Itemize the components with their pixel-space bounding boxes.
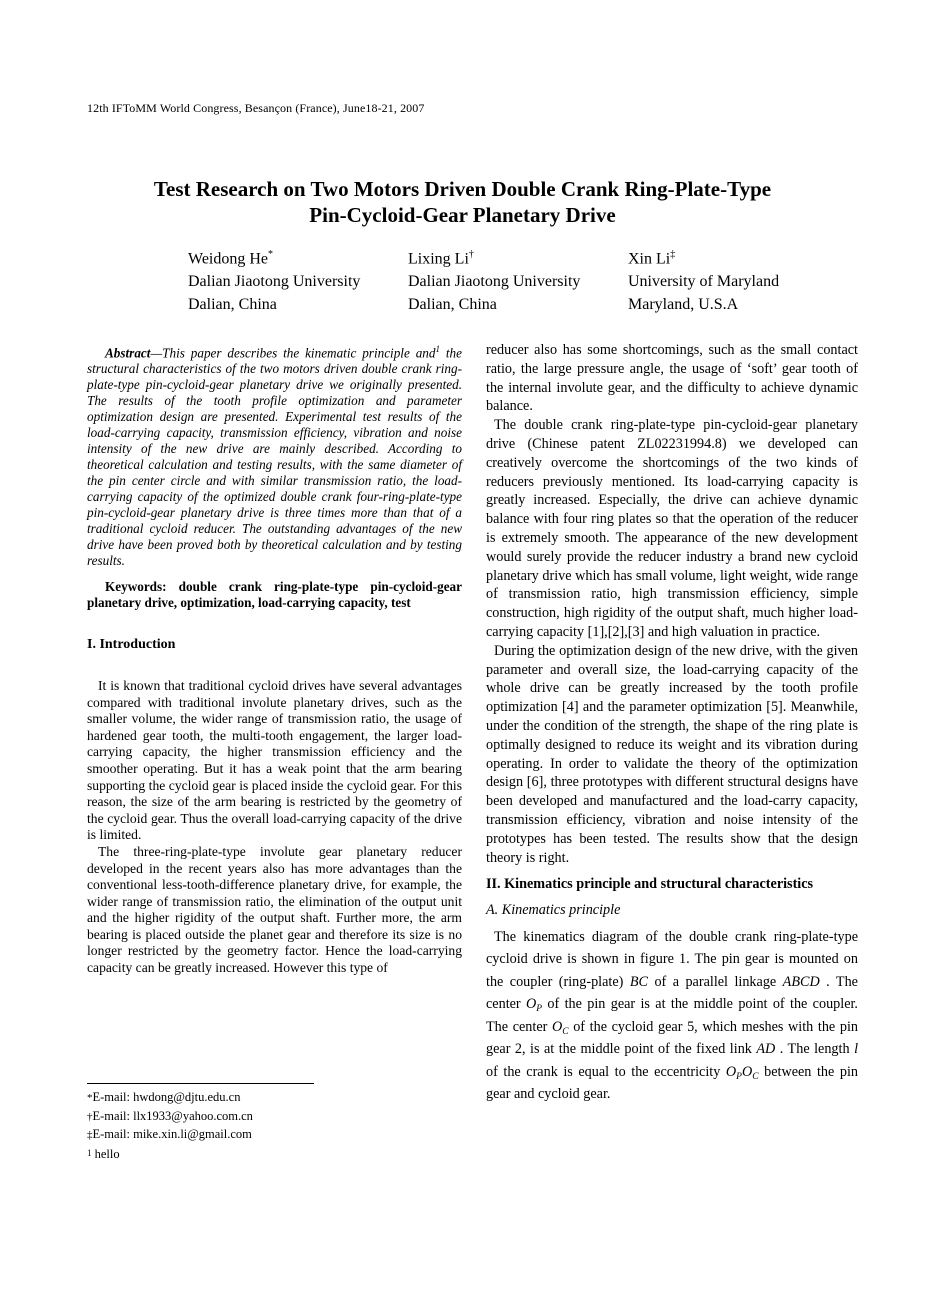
kinematics-text-1: The kinematics diagram of the double crank ring-plate-type cycloid drive is shown in figure 1. The pin gear is mounted on the coupler (ring-plate) <box>486 928 858 990</box>
author-3-name <box>628 243 779 270</box>
abstract-label: Abstract <box>105 345 151 361</box>
continuation-paragraph: reducer also has some shortcomings, such as the small contact ratio, the large pressure angle, the usage of ‘soft’ gear tooth of the internal involute gear, and the difficulty to achieve dynamic balance. <box>486 342 858 415</box>
math-var-OP-OC <box>726 1064 759 1080</box>
author-1-location: Dalian, China <box>188 296 277 314</box>
author-1 <box>188 243 360 316</box>
math-var-O1: O <box>526 996 537 1013</box>
footnote-item-1 <box>87 1089 462 1108</box>
section-heading-introduction: I. Introduction <box>87 637 176 653</box>
author-2-affiliation: Dalian Jiaotong University <box>408 273 581 291</box>
math-sub-C2: C <box>752 1071 759 1082</box>
author-1-affiliation: Dalian Jiaotong University <box>188 273 361 291</box>
running-head: 12th IFToMM World Congress, Besançon (France), June18-21, 2007 <box>87 101 425 115</box>
math-var-ABCD: ABCD <box>782 973 820 990</box>
paper-title-line1: Test Research on Two Motors Driven Double Crank Ring-Plate-Type <box>153 177 772 201</box>
subsection-heading-kinematics-principle: A. Kinematics principle <box>486 902 621 919</box>
kinematics-text-6: . The length <box>775 1041 855 1058</box>
math-var-O3: O <box>725 1063 737 1080</box>
footnote-block <box>87 1083 462 1163</box>
kinematics-text-8: between the pin gear and cycloid gear. <box>486 1063 858 1103</box>
abstract-paragraph <box>87 341 462 569</box>
footnote-item-3 <box>87 1126 462 1145</box>
math-sub-P2: P <box>736 1071 742 1082</box>
footnote-rule <box>87 1083 314 1084</box>
footnote-1-marker: * <box>87 1092 93 1104</box>
abstract-footnote-ref: 1 <box>435 344 440 354</box>
abstract-dash: — <box>150 345 163 361</box>
footnote-item-4 <box>87 1145 462 1164</box>
section-heading-kinematics: II. Kinematics principle and structural characteristics <box>486 876 814 893</box>
author-1-name-text: Weidong He <box>188 250 269 268</box>
author-2 <box>408 243 580 316</box>
right-column <box>486 341 858 1106</box>
math-var-BC: BC <box>629 973 648 990</box>
kinematics-text-4: of the pin gear is at the middle point of the coupler. The center <box>486 996 858 1035</box>
math-sub-C1: C <box>562 1026 569 1037</box>
keywords-paragraph: Keywords: double crank ring-plate-type pin-cycloid-gear planetary drive, optimization, load-carrying capacity, test <box>87 579 462 611</box>
kinematics-text-7: of the crank is equal to the eccentricity <box>486 1063 726 1080</box>
paper-title-line2: Pin-Cycloid-Gear Planetary Drive <box>309 203 616 227</box>
abstract-body: the structural characteristics of the two motors driven double crank ring-plate-type pin-cycloid-gear planetary drive we originally presented. The results of the tooth profile optimization and parameter optimization design are presented. Experimental test results of the load-carrying capacity, transmission efficiency, vibration and noise intensity of the new drive are mainly described. According to theoretical calculation and testing results, with the same diameter of the pin center circle and with similar transmission ratio, the load-carrying capacity of the optimized double crank four-ring-plate-type pin-cycloid-gear planetary drive is three times more than that of a traditional cycloid reducer. The outstanding advantages of the new drive have been proved both by theoretical calculation and by testing results. <box>87 345 462 569</box>
footnote-4-marker: 1 <box>87 1147 92 1158</box>
footnote-2-marker: † <box>87 1110 93 1123</box>
left-column <box>87 341 462 977</box>
footnote-1-text: E-mail: hwdong@djtu.edu.cn <box>92 1090 241 1104</box>
author-2-name-text: Lixing Li <box>408 250 469 268</box>
math-var-O-P <box>526 996 543 1015</box>
author-2-location: Dalian, China <box>408 296 497 314</box>
footnote-3-marker: ‡ <box>87 1129 93 1142</box>
new-drive-paragraph: The double crank ring-plate-type pin-cycloid-gear planetary drive (Chinese patent ZL02231994.8) we developed can creatively overcome the shortcomings of the two kinds of reducers previously mentioned. Its load-carrying capacity is greatly increased. Especially, the drive can achieve dynamic balance with four ring plates so that the operation of the reducer is extremely smooth. The appearance of the new development would surely provide the reducer industry a brand new cycloid planetary drive which has small volume, light weight, wide range of transmission ratio, high transmission efficiency, simple construction, high rigidity of the output shaft, much higher load-carrying capacity [1],[2],[3] and high valuation in practice. <box>486 417 858 640</box>
math-var-O2: O <box>551 1018 563 1035</box>
author-1-name <box>188 243 360 270</box>
footnote-2-text: E-mail: llx1933@yahoo.com.cn <box>92 1108 253 1123</box>
author-2-footnote-marker: † <box>468 249 474 260</box>
kinematics-text-3: . The center <box>486 973 858 1013</box>
paper-title <box>0 176 925 228</box>
footnote-3-text: E-mail: mike.xin.li@gmail.com <box>92 1127 252 1142</box>
kinematics-paragraph <box>486 926 858 1106</box>
kinematics-text-5: of the cycloid gear 5, which meshes with the pin gear 2, is at the middle point of the fixed link <box>486 1018 858 1058</box>
introduction-paragraph-2: The three-ring-plate-type involute gear planetary reducer developed in the recent years also has more advantages than the conventional less-tooth-difference planetary drive, for example, the wider range of transmission ratio, the elimination of the output unit and the higher rigidity of the output shaft. Further more, the arm bearing is placed outside the planet gear and therefore its size is no longer restricted by the geometry factor. Hence the load-carrying capacity can be greatly increased. However this type of <box>87 843 462 976</box>
kinematics-text-2: of a parallel linkage <box>647 973 783 990</box>
author-3-name-text: Xin Li <box>628 250 671 268</box>
math-var-AD: AD <box>756 1041 776 1058</box>
footnote-item-2 <box>87 1108 462 1127</box>
author-2-name <box>408 243 580 270</box>
optimization-paragraph: During the optimization design of the new drive, with the given parameter and overall size, the load-carrying capacity of the whole drive can be greatly increased by the tooth profile optimization [4] and the parameter optimization [5]. Meanwhile, under the condition of the strength, the shape of the ring plate is optimally designed to reduce its weight and its vibration during operating. In order to validate the theory of the optimization design [6], three prototypes with different structural designs have been developed and manufactured and the load-carry capacity, transmission efficiency, vibration and noise intensity of the prototypes has been tested. The results show that the design theory is right. <box>486 642 858 866</box>
math-var-O-C <box>552 1019 569 1035</box>
math-var-l: l <box>854 1041 859 1058</box>
math-var-O4: O <box>741 1063 753 1080</box>
math-sub-P1: P <box>536 1004 543 1015</box>
introduction-paragraph-1: It is known that traditional cycloid drives have several advantages compared with traditional involute planetary drives, such as the smaller volume, the wider range of transmission ratio, the usage of hardened gear tooth, the multi-tooth engagement, the larger load-carrying capacity, the higher transmission efficiency and the smoother operating. But it has a weak point that the arm bearing supporting the cycloid gear is placed inside the cycloid gear. For this reason, the size of the arm bearing is restricted by the geometry of the cycloid gear. Thus the overall load-carrying capacity of the drive is limited. <box>87 677 462 843</box>
author-1-footnote-marker: * <box>268 249 274 260</box>
author-3-location: Maryland, U.S.A <box>628 296 739 314</box>
abstract-lead: This paper describes the kinematic principle and <box>162 345 436 361</box>
author-3 <box>628 243 779 316</box>
author-3-footnote-marker: ‡ <box>670 249 676 260</box>
footnote-4-text: hello <box>94 1146 120 1161</box>
author-3-affiliation: University of Maryland <box>628 273 780 291</box>
